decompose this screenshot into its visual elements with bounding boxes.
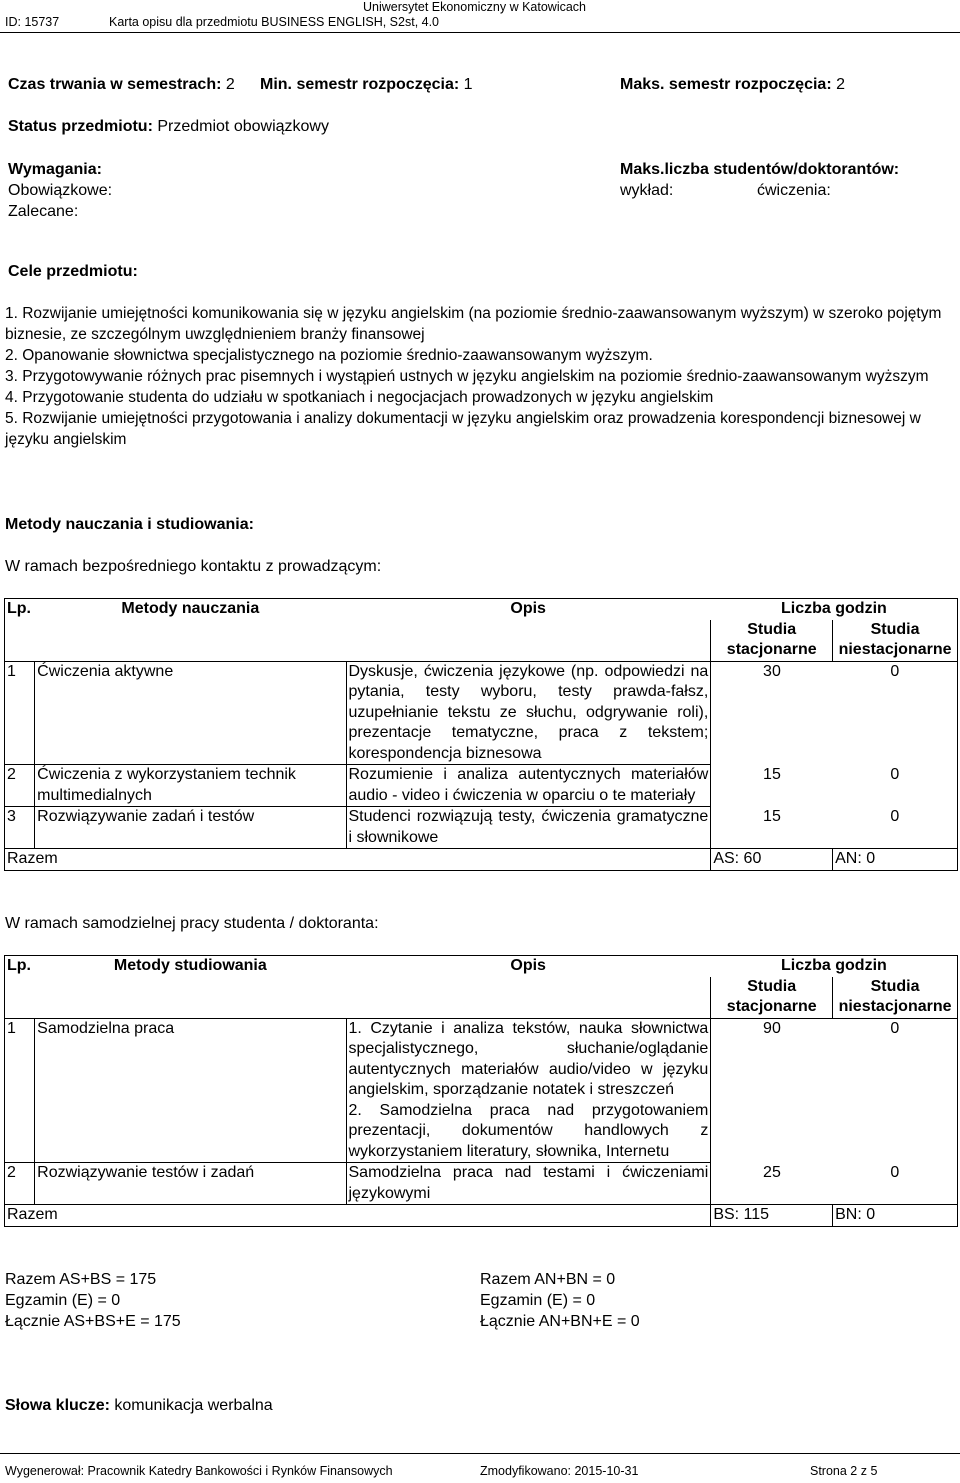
col-stacjonarne: Studia stacjonarne	[711, 620, 833, 662]
document-id: ID: 15737	[5, 15, 60, 29]
egzamin-n: Egzamin (E) = 0	[480, 1292, 596, 1309]
table-summary-row: Razem AS: 60 AN: 0	[5, 849, 958, 871]
col-metody: Metody studiowania	[35, 956, 346, 1019]
col-opis: Opis	[346, 956, 711, 1019]
slowa-klucze: Słowa klucze: komunikacja werbalna	[5, 1397, 273, 1414]
metody-studiowania-table	[4, 955, 958, 1227]
cele-item: 5. Rozwijanie umiejętności przygotowania i analizy dokumentacji w języku angielskim oraz prowadzenia korespondencji biznesowej w języku angielskim	[5, 410, 921, 448]
footer-divider	[0, 1453, 960, 1454]
table-summary-row: Razem BS: 115 BN: 0	[5, 1205, 958, 1227]
document-title: Karta opisu dla przedmiotu BUSINESS ENGLISH, S2st, 4.0	[109, 15, 440, 29]
university-name: Uniwersytet Ekonomiczny w Katowicach	[363, 0, 586, 14]
sum-as-bs: Razem AS+BS = 175	[5, 1271, 157, 1288]
cele-item: 2. Opanowanie słownictwa specjalistycznego na poziomie średnio-zaawansowanym wyższym.	[5, 347, 653, 364]
zalecane-label: Zalecane:	[8, 203, 79, 220]
cwiczenia-label: ćwiczenia:	[757, 182, 831, 199]
cele-item: 3. Przygotowywanie różnych prac pisemnych i wystąpień ustnych w języku angielskim na poziomie średnio-zaawansowanym wyższym	[5, 368, 929, 385]
table-row: 2 Ćwiczenia z wykorzystaniem technik multimedialnych Rozumienie i analiza autentycznych materiałów audio - video i ćwiczenia w oparciu o te materiały 15 0	[5, 765, 958, 807]
lacznie-s: Łącznie AS+BS+E = 175	[5, 1313, 181, 1330]
table-row: 1 Ćwiczenia aktywne Dyskusje, ćwiczenia językowe (np. odpowiedzi na pytania, testy wyboru, testy prawda-fałsz, uzupełnianie tekstu ze słuchu, odgrywanie roli), prezentacje tematyczne, praca z tekstem; korespondencja biznesowa 30 0	[5, 661, 958, 765]
min-semestr: Min. semestr rozpoczęcia: 1	[260, 76, 473, 93]
sum-an-bn: Razem AN+BN = 0	[480, 1271, 616, 1288]
col-lp: Lp.	[5, 599, 35, 662]
obowiazkowe-label: Obowiązkowe:	[8, 182, 113, 199]
cele-item: 1. Rozwijanie umiejętności komunikowania się w języku angielskim (na poziomie średnio-zaawansowanym wyższym) w szeroko pojętym biznesie, ze szczególnym uwzględnieniem branży finansowej	[5, 305, 942, 343]
col-liczba-godzin: Liczba godzin	[711, 599, 958, 620]
cele-heading: Cele przedmiotu:	[8, 263, 138, 280]
footer-page: Strona 2 z 5	[810, 1464, 878, 1478]
table-row: 2 Rozwiązywanie testów i zadań Samodzielna praca nad testami i ćwiczeniami językowymi 25 0	[5, 1163, 958, 1205]
table-row: 3 Rozwiązywanie zadań i testów Studenci rozwiązują testy, ćwiczenia gramatyczne i słownikowe 15 0	[5, 807, 958, 849]
czas-trwania: Czas trwania w semestrach: 2	[8, 76, 235, 93]
col-niestacjonarne: Studia niestacjonarne	[833, 620, 958, 662]
header-divider	[0, 32, 960, 33]
status-przedmiotu: Status przedmiotu: Przedmiot obowiązkowy	[8, 118, 329, 135]
egzamin-s: Egzamin (E) = 0	[5, 1292, 121, 1309]
cele-list	[5, 303, 957, 450]
metody-nauczania-table	[4, 598, 958, 871]
col-stacjonarne: Studia stacjonarne	[711, 977, 833, 1019]
maks-liczba-label: Maks.liczba studentów/doktorantów:	[620, 161, 900, 178]
max-semestr: Maks. semestr rozpoczęcia: 2	[620, 76, 846, 93]
table-row: 1 Samodzielna praca 1. Czytanie i analiza tekstów, nauka słownictwa specjalistycznego, słuchanie/oglądanie autentycznych materiałów audio/video w języku angielskim, sporządzanie notatek i streszczeń 2. Samodzielna praca nad przygotowaniem prezentacji, dokumentów handlowych z wykorzystaniem literatury, słownika, Internetu 90 0	[5, 1018, 958, 1163]
metody-sub2: W ramach samodzielnej pracy studenta / doktoranta:	[5, 915, 379, 932]
col-niestacjonarne: Studia niestacjonarne	[833, 977, 958, 1019]
col-metody: Metody nauczania	[35, 599, 346, 662]
footer-generated: Wygenerował: Pracownik Katedry Bankowości i Rynków Finansowych	[5, 1464, 393, 1478]
metody-heading: Metody nauczania i studiowania:	[5, 516, 254, 533]
wyklad-label: wykład:	[620, 182, 674, 199]
footer-modified: Zmodyfikowano: 2015-10-31	[480, 1464, 639, 1478]
metody-sub1: W ramach bezpośredniego kontaktu z prowadzącym:	[5, 558, 382, 575]
cele-item: 4. Przygotowanie studenta do udziału w spotkaniach i negocjacjach prowadzonych w języku angielskim	[5, 389, 714, 406]
col-lp: Lp.	[5, 956, 35, 1019]
lacznie-n: Łącznie AN+BN+E = 0	[480, 1313, 640, 1330]
wymagania-label: Wymagania:	[8, 161, 102, 178]
col-liczba-godzin: Liczba godzin	[711, 956, 958, 977]
col-opis: Opis	[346, 599, 711, 662]
